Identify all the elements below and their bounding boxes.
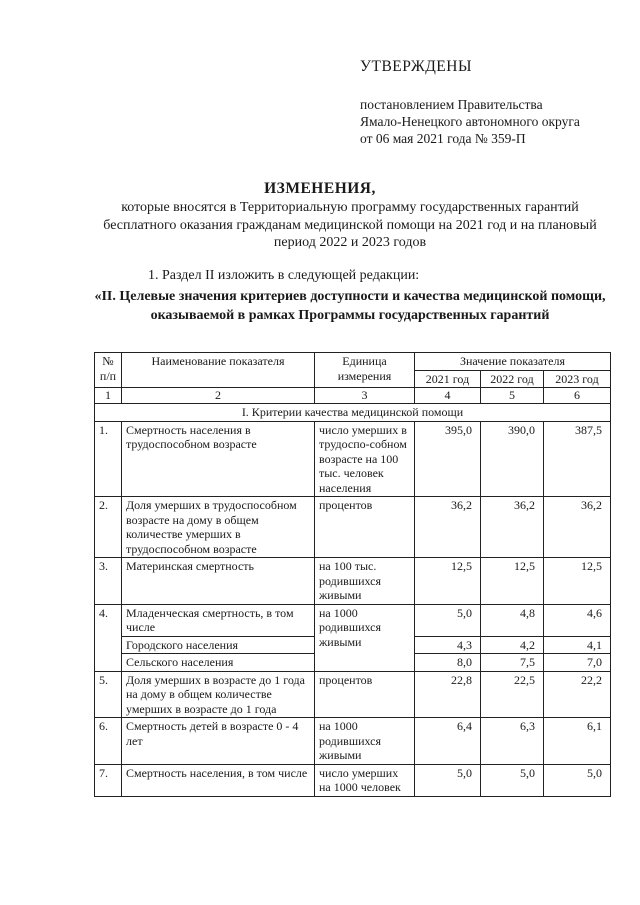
row-value-2022: 6,3 (481, 718, 544, 765)
row-value-2023: 36,2 (544, 497, 611, 558)
column-number: 2 (122, 388, 315, 404)
subrow-value-2021: 8,0 (415, 654, 481, 672)
row-name: Доля умерших в трудоспособном возрасте на дому в общем количестве умерших в трудоспособном возрасте (122, 497, 315, 558)
column-number: 6 (544, 388, 611, 404)
row-value-2021: 36,2 (415, 497, 481, 558)
subrow-value-2022: 7,5 (481, 654, 544, 672)
header-year-2022: 2022 год (481, 370, 544, 388)
row-unit: процентов (315, 497, 415, 558)
row-num: 4. (95, 604, 122, 671)
row-num: 3. (95, 558, 122, 605)
criteria-table (94, 352, 611, 797)
row-value-2021: 5,0 (415, 604, 481, 636)
row-name: Смертность населения в трудоспособном возрасте (122, 421, 315, 497)
row-num: 7. (95, 764, 122, 796)
table-row (95, 558, 611, 605)
row-value-2022: 12,5 (481, 558, 544, 605)
document-title: ИЗМЕНЕНИЯ, (264, 180, 376, 197)
column-number: 5 (481, 388, 544, 404)
row-unit: на 100 тыс. родившихся живыми (315, 558, 415, 605)
row-value-2023: 12,5 (544, 558, 611, 605)
document-intro: которые вносятся в Территориальную программу государственных гарантий бесплатного оказания гражданам медицинской помощи на 2021 год и на плановый период 2022 и 2023 годов (103, 200, 597, 250)
header-unit: Единица измерения (315, 353, 415, 388)
column-number: 4 (415, 388, 481, 404)
approval-line: постановлением Правительства (360, 97, 543, 112)
row-value-2021: 5,0 (415, 764, 481, 796)
row-value-2023: 22,2 (544, 671, 611, 718)
row-value-2023: 5,0 (544, 764, 611, 796)
subrow-name: Сельского населения (122, 654, 315, 672)
row-value-2022: 390,0 (481, 421, 544, 497)
header-year-2023: 2023 год (544, 370, 611, 388)
row-value-2021: 6,4 (415, 718, 481, 765)
row-value-2023: 387,5 (544, 421, 611, 497)
row-num: 2. (95, 497, 122, 558)
subrow-value-2023: 7,0 (544, 654, 611, 672)
table-row (95, 671, 611, 718)
header-num: № п/п (95, 353, 122, 388)
row-unit: на 1000 родившихся живыми (315, 604, 415, 671)
row-value-2021: 12,5 (415, 558, 481, 605)
item-1-text: 1. Раздел II изложить в следующей редакции: (148, 268, 420, 283)
table-row (95, 718, 611, 765)
table-row (95, 764, 611, 796)
row-value-2022: 22,5 (481, 671, 544, 718)
row-name: Смертность детей в возрасте 0 - 4 лет (122, 718, 315, 765)
approval-title: УТВЕРЖДЕНЫ (360, 58, 472, 75)
header-value-group: Значение показателя (415, 353, 611, 371)
header-name: Наименование показателя (122, 353, 315, 388)
row-value-2023: 6,1 (544, 718, 611, 765)
row-name: Материнская смертность (122, 558, 315, 605)
section-row: I. Критерии качества медицинской помощи (95, 404, 611, 422)
table-row (95, 421, 611, 497)
row-num: 5. (95, 671, 122, 718)
subrow-value-2023: 4,1 (544, 636, 611, 654)
row-unit: на 1000 родившихся живыми (315, 718, 415, 765)
header-year-2021: 2021 год (415, 370, 481, 388)
column-number: 1 (95, 388, 122, 404)
row-value-2023: 4,6 (544, 604, 611, 636)
row-unit: число умерших на 1000 человек (315, 764, 415, 796)
subrow-value-2022: 4,2 (481, 636, 544, 654)
row-value-2022: 5,0 (481, 764, 544, 796)
row-name: Младенческая смертность, в том числе (122, 604, 315, 636)
subrow-value-2021: 4,3 (415, 636, 481, 654)
subrow-name: Городского населения (122, 636, 315, 654)
row-value-2022: 4,8 (481, 604, 544, 636)
approval-block (360, 58, 630, 147)
table-row (95, 497, 611, 558)
approval-line: от 06 мая 2021 года № 359-П (360, 131, 526, 146)
row-value-2021: 22,8 (415, 671, 481, 718)
row-unit: число умерших в трудоспо-собном возрасте на 100 тыс. человек населения (315, 421, 415, 497)
row-num: 1. (95, 421, 122, 497)
row-name: Доля умерших в возрасте до 1 года на дому в общем количестве умерших в возрасте до 1 года (122, 671, 315, 718)
approval-line: Ямало-Ненецкого автономного округа (360, 114, 580, 129)
row-value-2021: 395,0 (415, 421, 481, 497)
table-row (95, 604, 611, 636)
section-heading: «II. Целевые значения критериев доступности и качества медицинской помощи, оказываемой в рамках Программы государственных гарантий (94, 289, 606, 323)
row-value-2022: 36,2 (481, 497, 544, 558)
row-unit: процентов (315, 671, 415, 718)
column-number: 3 (315, 388, 415, 404)
row-num: 6. (95, 718, 122, 765)
row-name: Смертность населения, в том числе (122, 764, 315, 796)
